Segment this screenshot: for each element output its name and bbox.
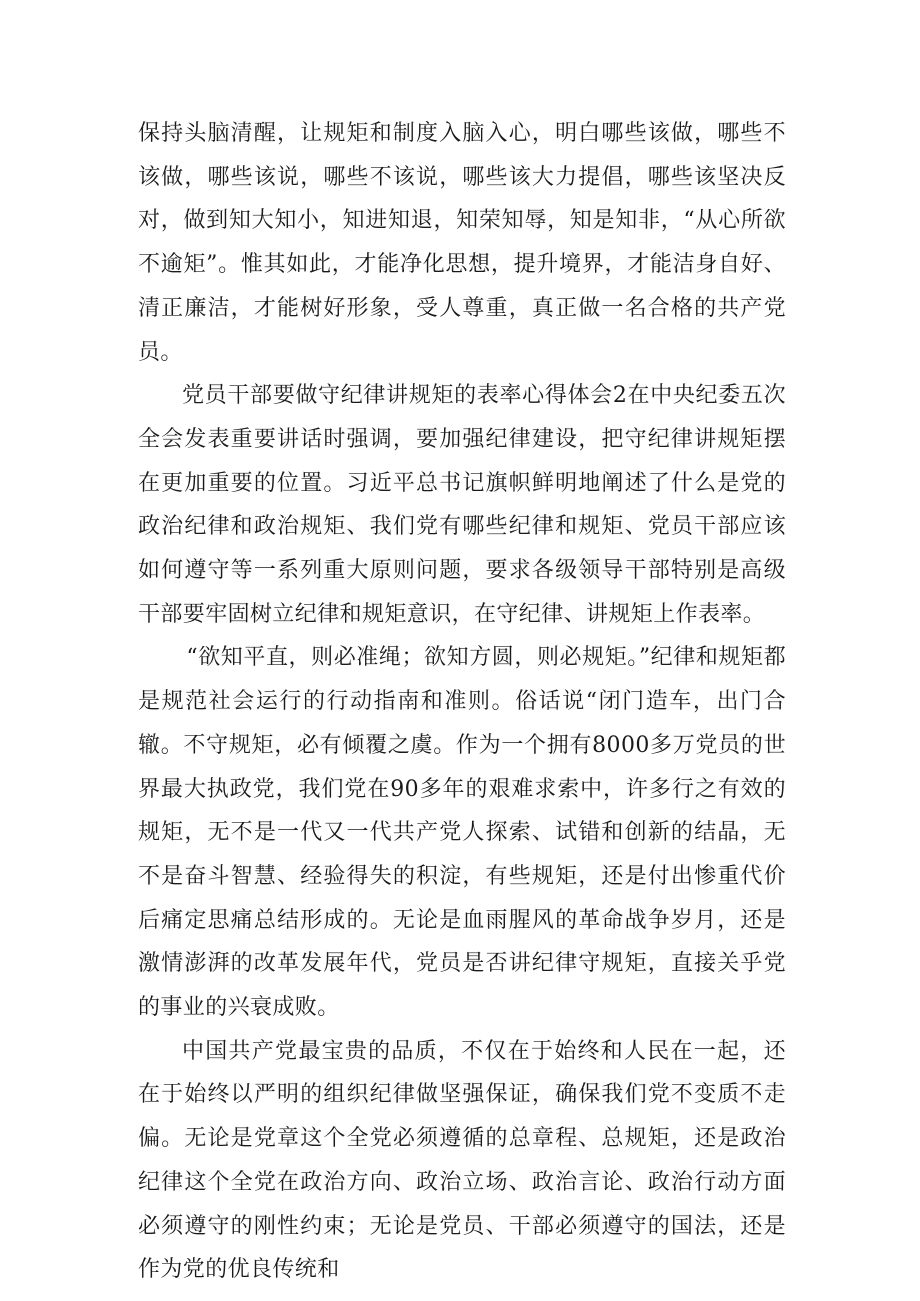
paragraph-1: 保持头脑清醒，让规矩和制度入脑入心，明白哪些该做，哪些不该做，哪些该说，哪些不该说，哪些该大力提倡，哪些该坚决反对，做到知大知小，知进知退，知荣知辱，知是知非，“从心所欲不逾矩”。惟其如此，才能净化思想，提升境界，才能洁身自好、清正廉洁，才能树好形象，受人尊重，真正做一名合格的共产党员。 — [138, 121, 786, 365]
paragraph-4: 中国共产党最宝贵的品质，不仅在于始终和人民在一起，还在于始终以严明的组织纪律做坚强保证，确保我们党不变质不走偏。无论是党章这个全党必须遵循的总章程、总规矩，还是政治纪律这个全党在政治方向、政治立场、政治言论、政治行动方面必须遵守的刚性约束；无论是党员、干部必须遵守的国法，还是作为党的优良传统和 — [138, 1038, 786, 1283]
document-body — [138, 112, 786, 1292]
paragraph-2: 党员干部要做守纪律讲规矩的表率心得体会2在中央纪委五次全会发表重要讲话时强调，要加强纪律建设，把守纪律讲规矩摆在更加重要的位置。习近平总书记旗帜鲜明地阐述了什么是党的政治纪律和政治规矩、我们党有哪些纪律和规矩、党员干部应该如何遵守等一系列重大原则问题，要求各级领导干部特别是高级干部要牢固树立纪律和规矩意识，在守纪律、讲规矩上作表率。 — [138, 383, 786, 627]
paragraph-3: “欲知平直，则必准绳；欲知方圆，则必规矩。”纪律和规矩都是规范社会运行的行动指南和准则。俗话说“闭门造车，出门合辙。不守规矩，必有倾覆之虞。作为一个拥有8000多万党员的世界最大执政党，我们党在90多年的艰难求索中，许多行之有效的规矩，无不是一代又一代共产党人探索、试错和创新的结晶，无不是奋斗智慧、经验得失的积淀，有些规矩，还是付出惨重代价后痛定思痛总结形成的。无论是血雨腥风的革命战争岁月，还是激情澎湃的改革发展年代，党员是否讲纪律守规矩，直接关乎党的事业的兴衰成败。 — [138, 645, 786, 1021]
